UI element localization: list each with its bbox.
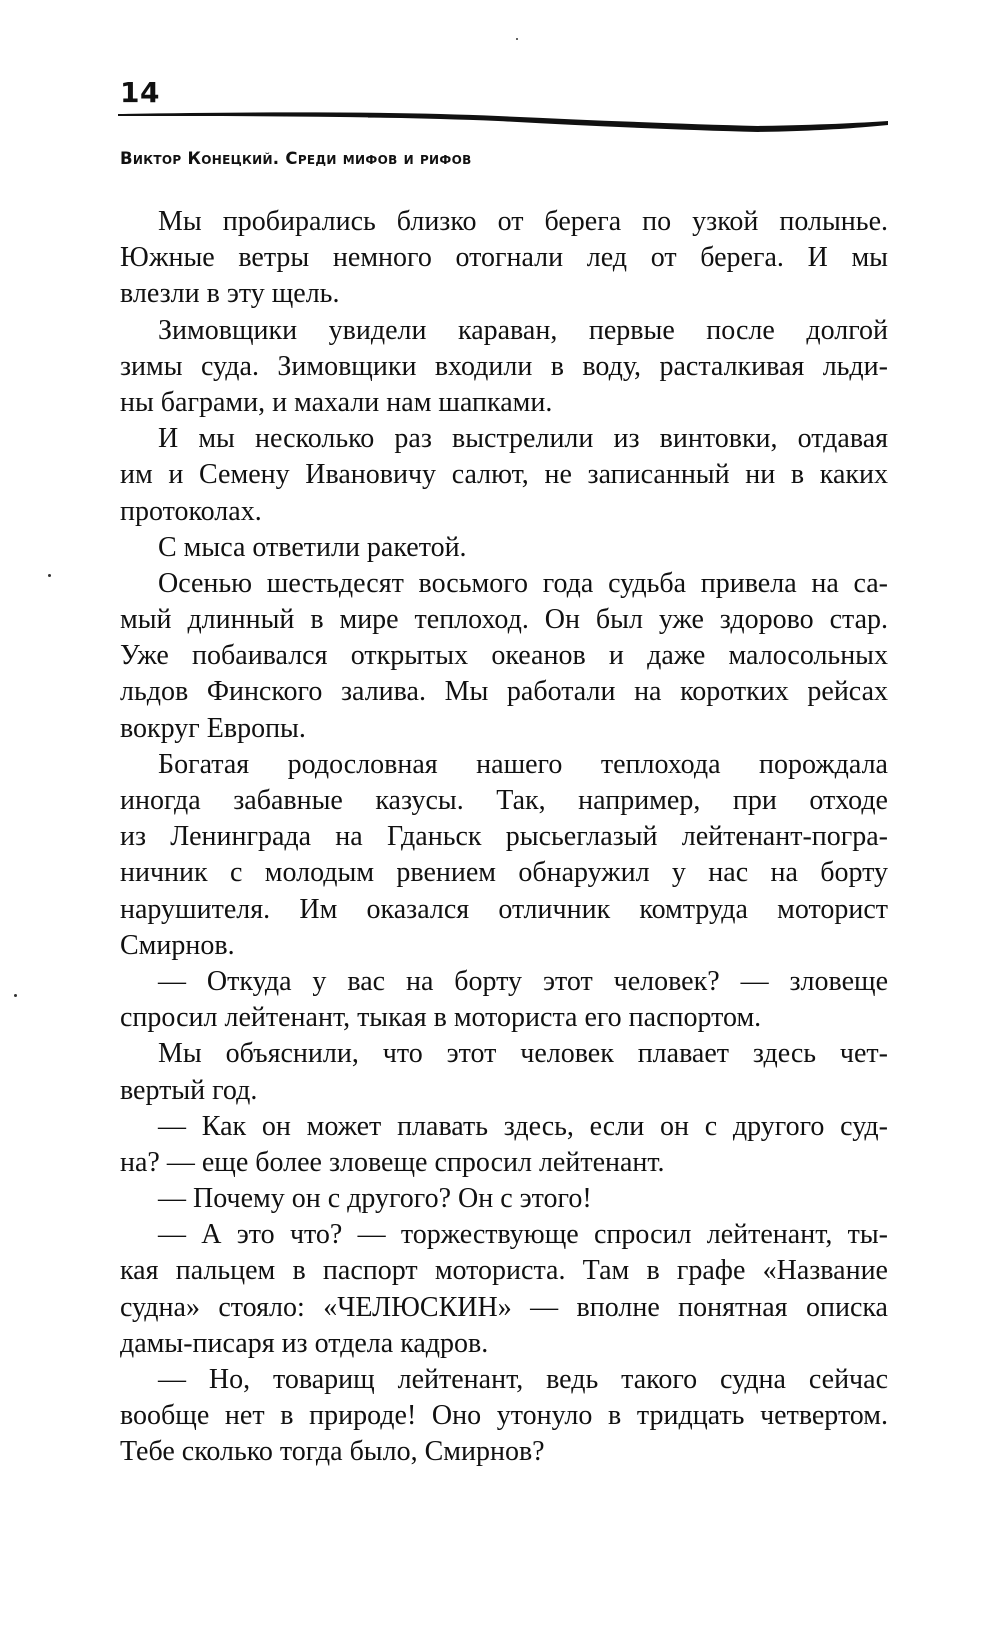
- text-line: им и Семену Ивановичу салют, не записанный ни в каких: [120, 459, 888, 491]
- header-rule: [118, 108, 888, 142]
- text-line: Зимовщики увидели караван, первые после долгой: [158, 314, 888, 346]
- margin-speck: [516, 38, 518, 40]
- text-line: нарушителя. Им оказался отличник комтруда моторист: [120, 893, 888, 925]
- text-line: — Откуда у вас на борту этот человек? — зловеще: [158, 965, 888, 997]
- margin-speck: [48, 574, 51, 577]
- margin-speck: [14, 994, 17, 997]
- text-line: И мы несколько раз выстрелили из винтовки, отдавая: [158, 423, 888, 455]
- text-line: кая пальцем в паспорт моториста. Там в графе «Название: [120, 1255, 888, 1287]
- text-line: — А это что? — торжествующе спросил лейтенант, ты-: [158, 1219, 888, 1251]
- body-text: [120, 204, 888, 1471]
- text-line: вообще нет в природе! Оно утонуло в тридцать четвертом.: [120, 1400, 888, 1432]
- text-line: Мы объяснили, что этот человек плавает здесь чет-: [158, 1038, 888, 1070]
- text-line: Смирнов.: [120, 929, 235, 961]
- text-line: мый длинный в мире теплоход. Он был уже здорово стар.: [120, 604, 888, 636]
- text-line: из Ленинграда на Гданьск рысьеглазый лейтенант-погра-: [120, 821, 888, 853]
- text-line: вертый год.: [120, 1074, 258, 1106]
- text-line: ны баграми, и махали нам шапками.: [120, 386, 553, 418]
- text-line: Уже побаивался открытых океанов и даже малосольных: [120, 640, 888, 672]
- text-line: протоколах.: [120, 495, 262, 527]
- text-line: — Почему он с другого? Он с этого!: [158, 1183, 592, 1215]
- text-line: спросил лейтенант, тыкая в моториста его паспортом.: [120, 1002, 762, 1034]
- text-line: — Как он может плавать здесь, если он с другого суд-: [158, 1110, 888, 1142]
- text-line: зимы суда. Зимовщики входили в воду, расталкивая льди-: [120, 350, 888, 382]
- text-line: — Но, товарищ лейтенант, ведь такого судна сейчас: [158, 1364, 888, 1395]
- running-head: Виктор Конецкий. Среди мифов и рифов: [120, 149, 472, 168]
- text-line: судна» стояло: «ЧЕЛЮСКИН» — вполне понятная описка: [120, 1291, 888, 1323]
- text-line: Южные ветры немного отогнали лед от берега. И мы: [120, 242, 888, 274]
- page-number: 14: [120, 76, 160, 109]
- text-line: Мы пробирались близко от берега по узкой полынье.: [158, 206, 888, 237]
- text-line: иногда забавные казусы. Так, например, при отходе: [120, 785, 888, 816]
- text-line: дамы-писаря из отдела кадров.: [120, 1327, 489, 1359]
- text-line: на? — еще более зловеще спросил лейтенант.: [120, 1146, 665, 1178]
- text-line: влезли в эту щель.: [120, 278, 340, 310]
- text-line: льдов Финского залива. Мы работали на коротких рейсах: [120, 676, 888, 708]
- text-line: Осенью шестьдесят восьмого года судьба привела на са-: [158, 567, 888, 599]
- text-line: вокруг Европы.: [120, 712, 306, 744]
- text-line: Богатая родословная нашего теплохода порождала: [158, 748, 888, 780]
- text-line: С мыса ответили ракетой.: [158, 531, 467, 563]
- text-line: ничник с молодым рвением обнаружил у нас на борту: [120, 857, 888, 889]
- text-line: Тебе сколько тогда было, Смирнов?: [120, 1436, 545, 1468]
